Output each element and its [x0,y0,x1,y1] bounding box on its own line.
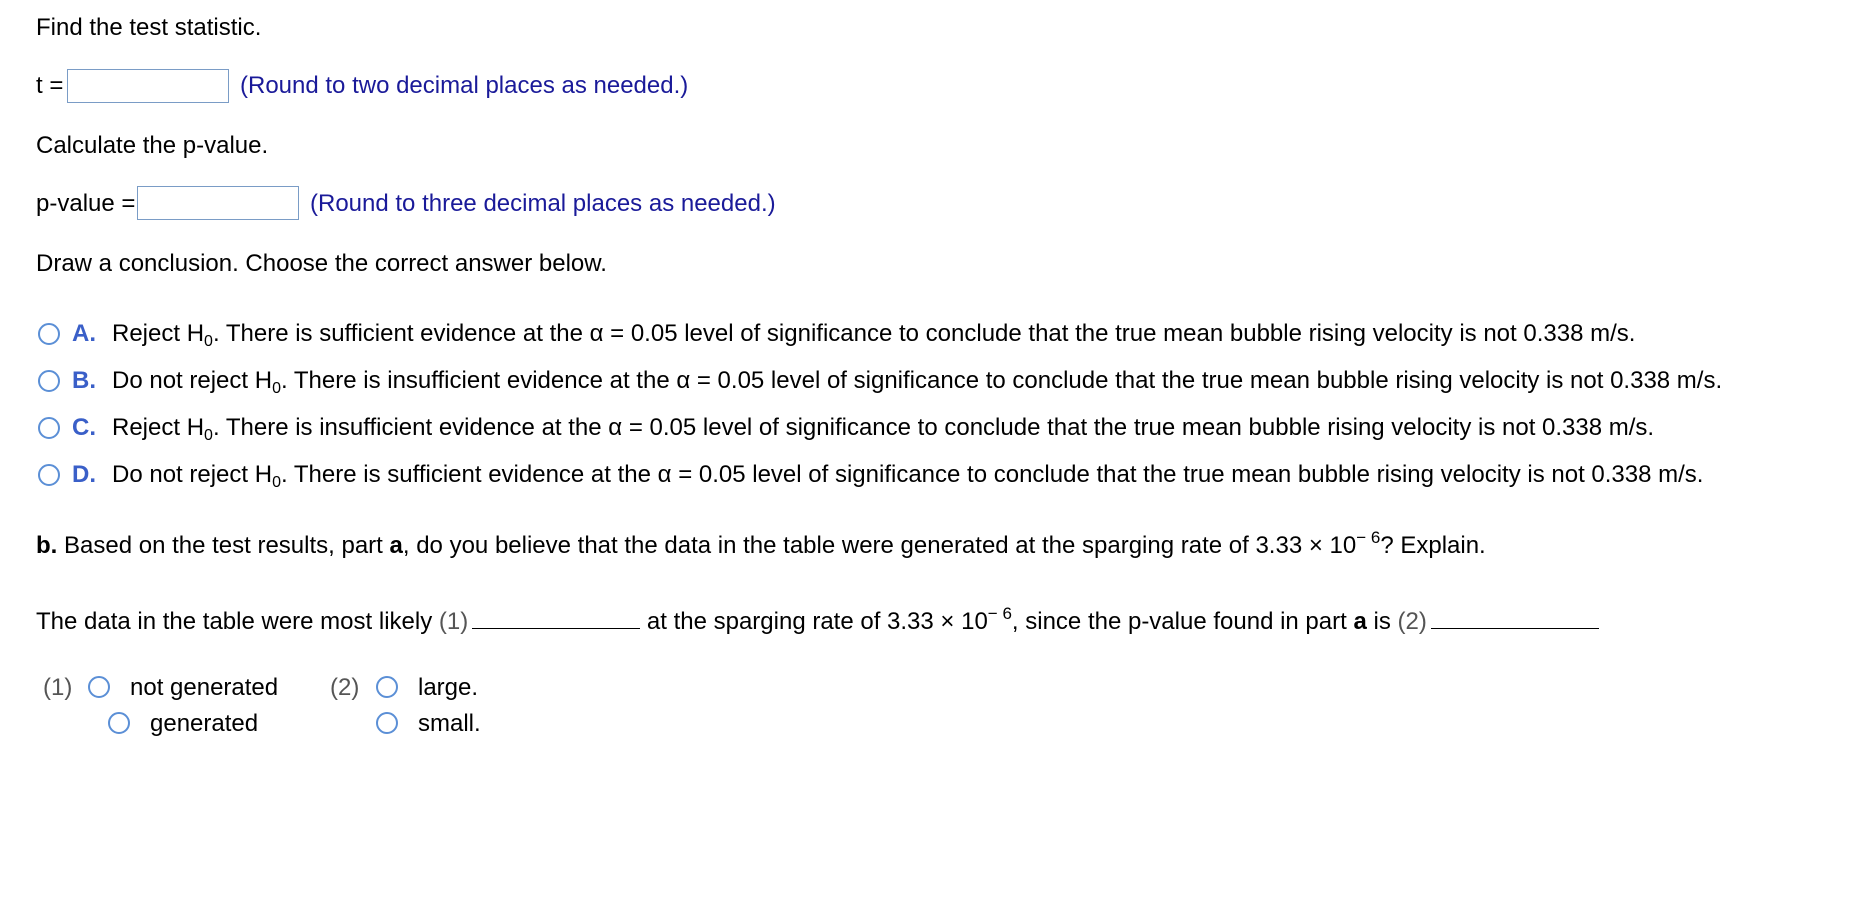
option-b-letter: B. [72,367,96,394]
option-d-text: Do not reject $H_0$. There is sufficient evidence at the α = 0.05 level of significance to conclude that the true mean bubble rising velocity is not 0.338 m/s. [112,461,1704,491]
option-b[interactable] [38,367,1722,395]
choice-2-large-radio[interactable] [376,676,398,698]
t-label: t = [36,72,64,99]
calculate-p-value-prompt: Calculate the p-value. [36,132,269,159]
choice-1-not-generated-radio[interactable] [88,676,110,698]
choice-group-2-marker: (2) [330,674,360,701]
option-d[interactable] [38,461,1703,489]
choice-1-not-generated-label[interactable]: not generated [130,674,279,701]
conclusion-prompt: Draw a conclusion. Choose the correct answer below. [36,250,607,277]
fill-in-sentence: The data in the table were most likely (1) at the sparging rate of $3.33 \times 10^{- 6}$, since the p-value found in part a is (2) [36,608,1599,636]
p-value-input[interactable] [137,186,299,220]
find-test-statistic-prompt: Find the test statistic. [36,14,262,41]
t-input[interactable] [67,69,229,103]
option-c-radio[interactable] [38,417,60,439]
t-round-hint: (Round to two decimal places as needed.) [240,72,689,99]
blank-2[interactable] [1431,624,1599,629]
blank-1[interactable] [472,624,640,629]
choice-2-small-radio[interactable] [376,712,398,734]
blank-2-marker: (2) [1397,608,1427,635]
part-b-question: b. Based on the test results, part a, do you believe that the data in the table were generated at the sparging rate of $3.33 \times 10^{- 6}$? Explain. [36,528,1486,559]
choice-2-large-label[interactable]: large. [418,674,479,701]
option-c[interactable] [38,414,1654,442]
choice-1-generated-label[interactable]: generated [150,710,259,737]
option-a[interactable] [38,320,1635,348]
option-d-letter: D. [72,461,96,488]
p-value-label: p-value = [36,190,136,217]
option-c-text: Reject $H_0$. There is insufficient evidence at the α = 0.05 level of significance to conclude that the true mean bubble rising velocity is not 0.338 m/s. [112,414,1655,444]
option-a-text: Reject $H_0$. There is sufficient evidence at the α = 0.05 level of significance to conclude that the true mean bubble rising velocity is not 0.338 m/s. [112,320,1636,350]
option-b-text: Do not reject $H_0$. There is insufficient evidence at the α = 0.05 level of significance to conclude that the true mean bubble rising velocity is not 0.338 m/s. [112,367,1723,397]
option-c-letter: C. [72,414,96,441]
option-a-radio[interactable] [38,323,60,345]
option-a-letter: A. [72,320,96,347]
choice-group-1-marker: (1) [43,674,73,701]
p-value-round-hint: (Round to three decimal places as needed.) [310,190,776,217]
blank-1-marker: (1) [438,608,469,635]
option-b-radio[interactable] [38,370,60,392]
choice-2-small-label[interactable]: small. [418,710,481,737]
choice-1-generated-radio[interactable] [108,712,130,734]
option-d-radio[interactable] [38,464,60,486]
